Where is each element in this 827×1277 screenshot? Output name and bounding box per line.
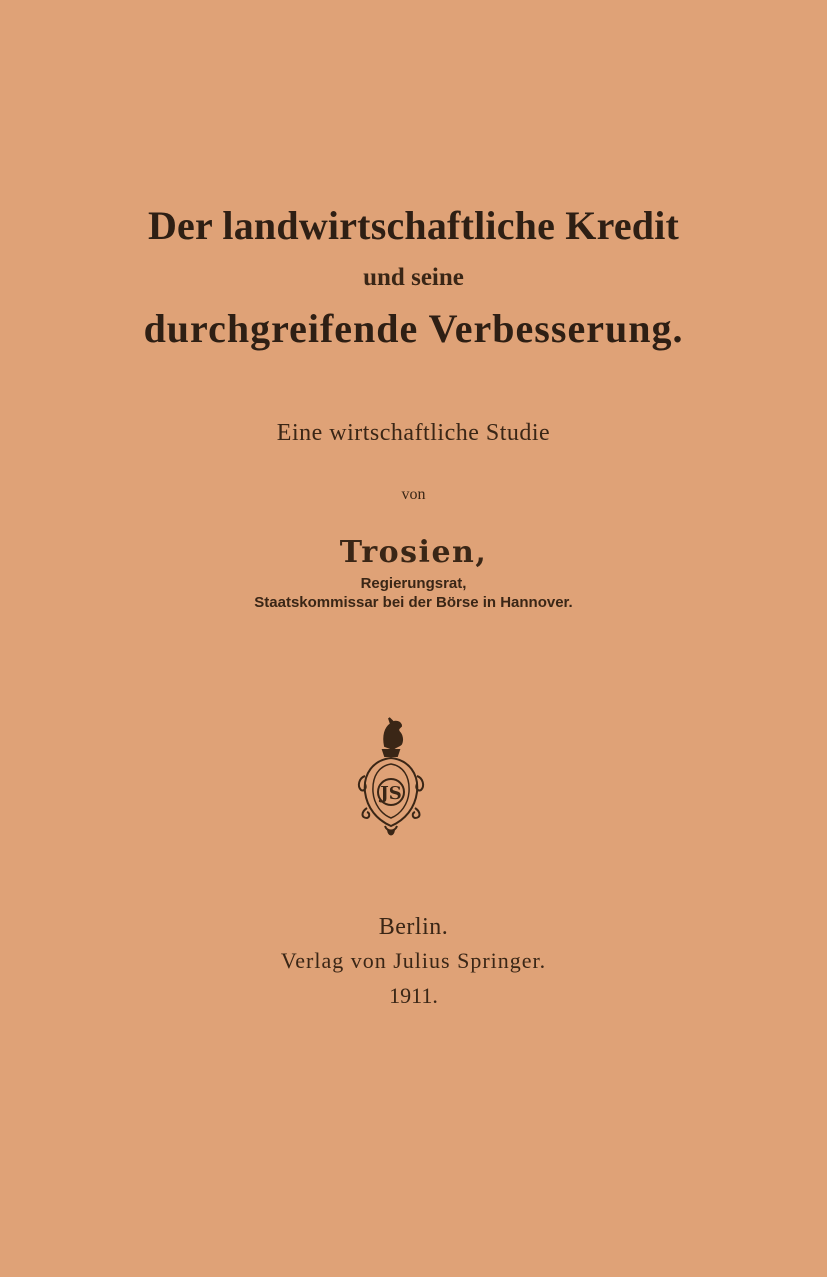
by-line: von	[401, 486, 426, 503]
imprint-publisher: Verlag von Julius Springer.	[280, 948, 547, 973]
imprint-place: Berlin.	[378, 914, 449, 940]
title-line-3: durchgreifende Verbesserung.	[143, 306, 684, 351]
title-line-2: und seine	[363, 264, 464, 291]
author-position: Staatskommissar bei der Börse in Hannover.	[254, 594, 573, 611]
imprint-year: 1911.	[389, 983, 438, 1008]
springer-knight-emblem-icon	[355, 716, 427, 838]
emblem-monogram: JS	[380, 783, 402, 804]
title-line-1: Der landwirtschaftliche Kredit	[147, 203, 680, 248]
subtitle: Eine wirtschaftliche Studie	[276, 420, 551, 446]
author-name: Trosien,	[339, 535, 488, 570]
author-title: Regierungsrat,	[360, 575, 467, 592]
